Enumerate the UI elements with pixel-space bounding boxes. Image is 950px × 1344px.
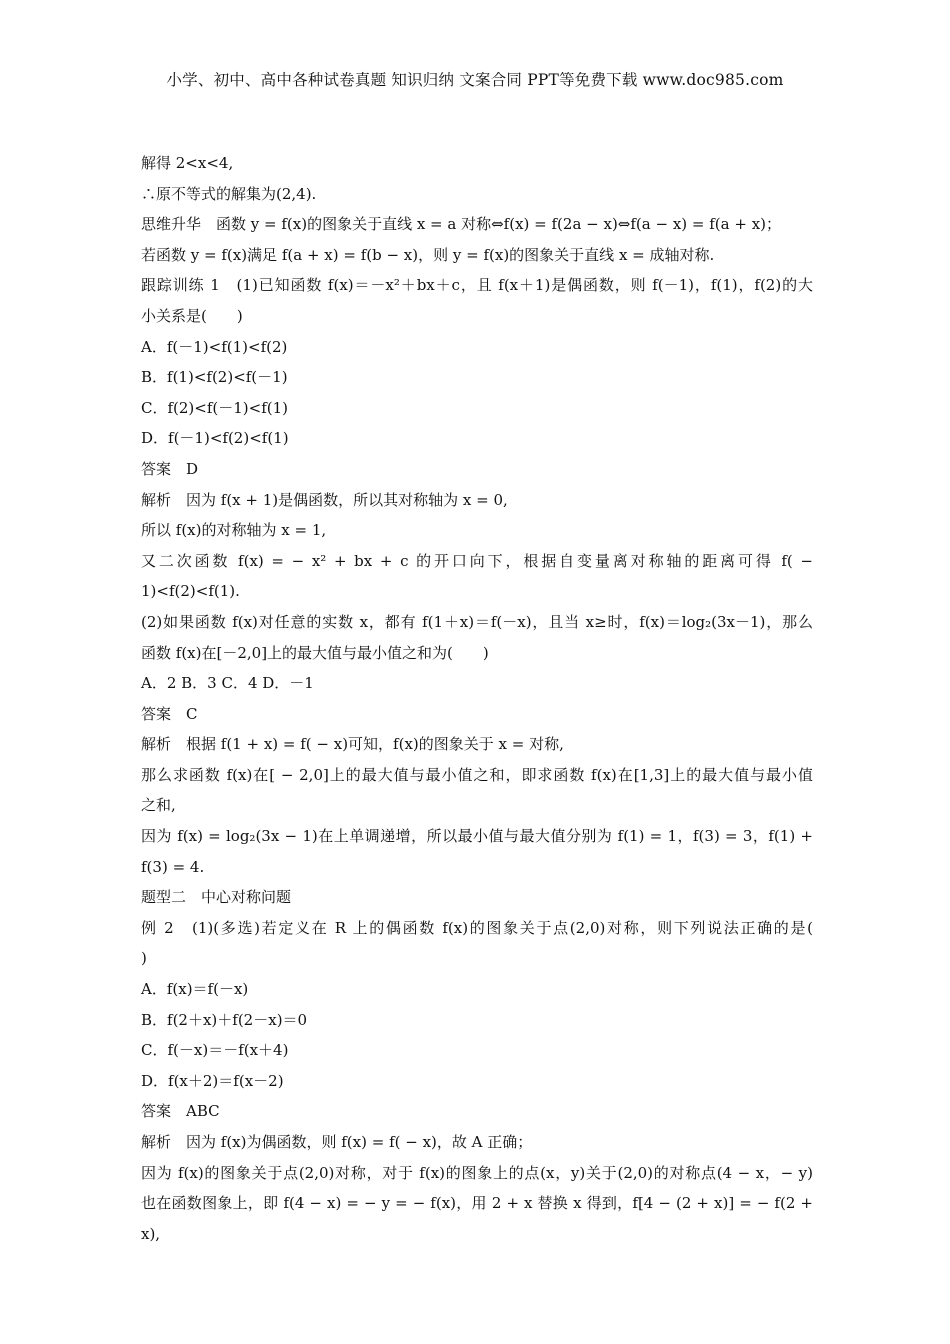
exercise-question: 函数 f(x)在[－2,0]上的最大值与最小值之和为( ) bbox=[141, 643, 489, 662]
analysis-line: 因为 f(x) = log₂(3x − 1)在上单调递增，所以最小值与最大值分别为 f(1) = 1，f(3) = 3，f(1) + bbox=[141, 827, 813, 846]
option-c: C．f(－x)＝－f(x＋4) bbox=[141, 1041, 289, 1060]
exercise-question: (2)如果函数 f(x)对任意的实数 x，都有 f(1＋x)＝f(－x)，且当 x≥时，f(x)＝log₂(3x－1)，那么 bbox=[141, 612, 813, 631]
summary-line: 思维升华 函数 y = f(x)的图象关于直线 x = a 对称⇔f(x) = f(2a − x)⇔f(a − x) = f(a + x)； bbox=[141, 215, 781, 234]
analysis-line: 解析 因为 f(x + 1)是偶函数，所以其对称轴为 x = 0, bbox=[141, 490, 508, 509]
summary-line: 若函数 y = f(x)满足 f(a + x) = f(b − x)，则 y = f(x)的图象关于直线 x = 成轴对称. bbox=[141, 245, 715, 264]
option-d: D．f(x＋2)＝f(x－2) bbox=[141, 1071, 284, 1090]
example-question: 例 2 (1)(多选)若定义在 R 上的偶函数 f(x)的图象关于点(2,0)对称，则下列说法正确的是( bbox=[141, 918, 813, 937]
analysis-line: 也在函数图象上，即 f(4 − x) = − y = − f(x)，用 2 + x 替换 x 得到，f[4 − (2 + x)] = − f(2 + x), bbox=[141, 1194, 813, 1243]
page-header: 小学、初中、高中各种试卷真题 知识归纳 文案合同 PPT等免费下载 www.doc985.com bbox=[166, 71, 784, 89]
option-b: B．f(2＋x)＋f(2－x)＝0 bbox=[141, 1010, 308, 1029]
option-c: C．f(2)<f(－1)<f(1) bbox=[141, 398, 289, 417]
analysis-line: 1)<f(2)<f(1). bbox=[141, 582, 240, 601]
analysis-line: 又二次函数 f(x) = − x² + bx + c 的开口向下，根据自变量离对称轴的距离可得 f( − bbox=[141, 551, 813, 570]
analysis-line: 所以 f(x)的对称轴为 x = 1, bbox=[141, 521, 327, 540]
option-a: A．f(x)＝f(－x) bbox=[141, 980, 249, 999]
analysis-line: 之和, bbox=[141, 796, 176, 815]
analysis-line: 解析 因为 f(x)为偶函数，则 f(x) = f( − x)，故 A 正确； bbox=[141, 1133, 533, 1151]
analysis-line: 那么求函数 f(x)在[ − 2,0]上的最大值与最小值之和，即求函数 f(x)在[1,3]上的最大值与最小值 bbox=[141, 765, 813, 784]
analysis-line: 解析 根据 f(1 + x) = f( − x)可知，f(x)的图象关于 x = 对称, bbox=[141, 735, 564, 754]
document-body bbox=[141, 148, 813, 1243]
exercise-question: 跟踪训练 1 (1)已知函数 f(x)＝－x²＋bx＋c，且 f(x＋1)是偶函数，则 f(－1)，f(1)，f(2)的大 bbox=[141, 276, 813, 295]
option-a: A．f(－1)<f(1)<f(2) bbox=[141, 337, 288, 356]
example-question: ) bbox=[141, 949, 147, 968]
option-d: D．f(－1)<f(2)<f(1) bbox=[141, 429, 289, 448]
text-line: ∴原不等式的解集为(2,4). bbox=[141, 184, 317, 203]
text-line: 解得 2<x<4, bbox=[141, 154, 234, 172]
answer-line: 答案 C bbox=[141, 704, 198, 723]
analysis-line: f(3) = 4. bbox=[141, 857, 205, 876]
analysis-line: 因为 f(x)的图象关于点(2,0)对称，对于 f(x)的图象上的点(x，y)关于(2,0)的对称点(4 − x，− y) bbox=[141, 1163, 813, 1182]
section-heading: 题型二 中心对称问题 bbox=[141, 888, 292, 907]
answer-line: 答案 ABC bbox=[141, 1102, 220, 1121]
option-b: B．f(1)<f(2)<f(－1) bbox=[141, 368, 288, 387]
answer-line: 答案 D bbox=[141, 459, 199, 478]
options-line: A．2 B．3 C．4 D．－1 bbox=[141, 674, 314, 693]
exercise-question: 小关系是( ) bbox=[141, 306, 243, 325]
